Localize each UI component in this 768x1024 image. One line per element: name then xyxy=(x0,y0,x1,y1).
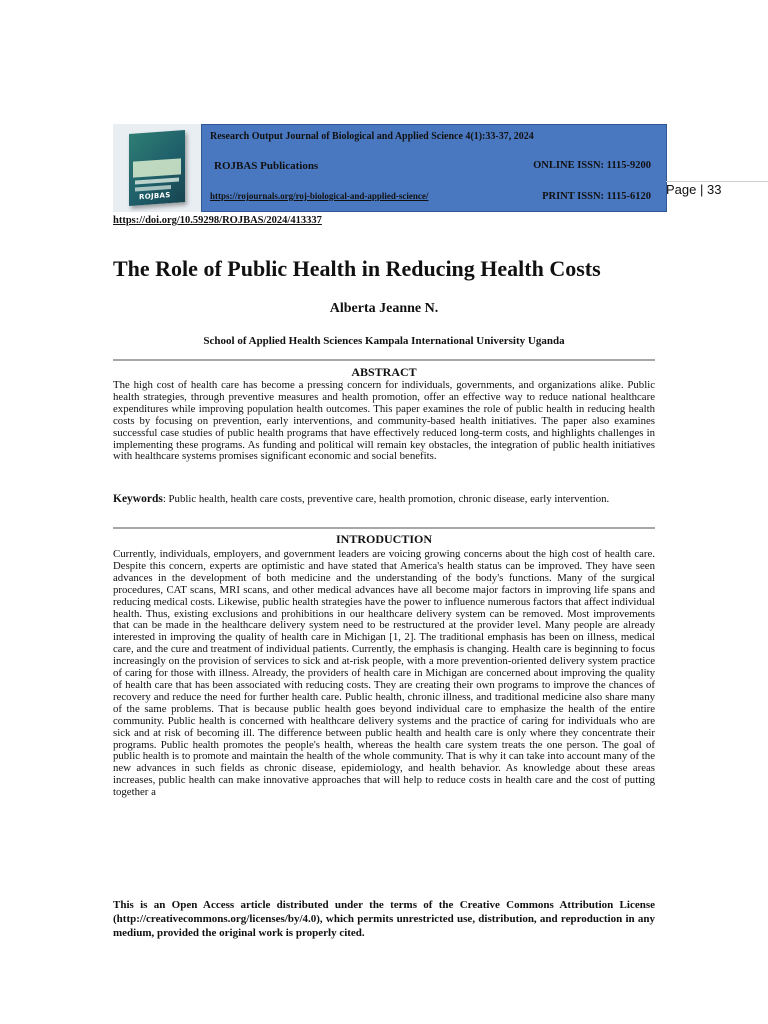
journal-url-link[interactable]: https://rojournals.org/roj-biological-and-applied-science/ xyxy=(210,191,429,201)
journal-citation: Research Output Journal of Biological and Applied Science 4(1):33-37, 2024 xyxy=(210,131,534,142)
page-number: Page | 33 xyxy=(666,181,768,197)
journal-info-box xyxy=(201,124,667,212)
divider xyxy=(113,527,655,529)
divider xyxy=(113,359,655,361)
license-notice: This is an Open Access article distributed under the terms of the Creative Commons Attribution License (http://creativecommons.org/licenses/by/4.0), which permits unrestricted use, distribution, and reproduction in any medium, provided the original work is properly cited. xyxy=(113,899,655,940)
cover-logo-text: ROJBAS xyxy=(139,191,171,202)
keywords-label: Keywords xyxy=(113,493,163,505)
author-affiliation: School of Applied Health Sciences Kampala International University Uganda xyxy=(203,335,565,347)
introduction-heading: INTRODUCTION xyxy=(335,532,432,546)
abstract-text: The high cost of health care has become a pressing concern for individuals, governments, and organizations alike. Public health strategies, through preventive measures and health promotion, offer an effective way to reduce national healthcare expenditures while improving population health outcomes. This paper examines the role of public health in reducing health costs by focusing on prevention, early interventions, and community-based health initiatives. The paper also examines successful case studies of public health programs that have effectively reduced long-term costs, and highlights challenges in implementing these programs. As funding and political will remain key obstacles, the integration of public health initiatives with healthcare systems promises significant economic and social benefits. xyxy=(113,379,655,463)
introduction-text: Currently, individuals, employers, and government leaders are voicing growing concerns about the high cost of health care. Despite this concern, experts are optimistic and have stated that America's health status can be improved. They have seen advances in the development of both medicine and the understanding of the body's functions. Many of the surgical procedures, CAT scans, MRI scans, and other medical advances have all become major factors in improving life spans and reducing medical costs. Likewise, public health strategies have the power to influence numerous factors that affect individual health. Thus, existing exclusions and prohibitions in our healthcare delivery system can be removed. Most improvements that can be made in the healthcare delivery system need to be restructured at the provider level. Many people are already interested in improving the quality of health care in Michigan [1, 2]. The traditional emphasis has been on illness, medical care, and the cure and treatment of individual patients. Currently, the emphasis is changing. Health care is beginning to focus increasingly on the provision of services to sick and at-risk people, with a more prevention-oriented delivery system practice of caring for those with illness. Already, the providers of health care in Michigan are concerned about improving the quality of health care that has been associated with reducing costs. They are creating their own programs to improve the chances of recovery and reduce the need for further health care. Public health, chronic illness, and traditional medicine also share many of the same problems. That is because public health goes beyond individual care to emphasize the health of the entire community. Public health is concerned with healthcare delivery systems and the practice of caring for individuals who are sick and at risk of becoming ill. The difference between public health and health care is only where they concentrate their programs. Public health promotes the people's health, whereas the health care system treats the one person. The goal of public health is to promote and maintain the health of the whole community. That is why it can take into account many of the new advances in such fields as chronic disease, epidemiology, and health behavior. As knowledge about these areas increases, public health can make innovative approaches that will help to reduce costs in health care and the cost of putting together a xyxy=(113,548,655,799)
journal-cover-image xyxy=(113,124,201,212)
paper-title: The Role of Public Health in Reducing Health Costs xyxy=(113,256,601,281)
doi-link[interactable]: https://doi.org/10.59298/ROJBAS/2024/413337 xyxy=(113,215,322,226)
keywords-list: : Public health, health care costs, preventive care, health promotion, chronic disease, early intervention. xyxy=(162,493,610,505)
book-cover-icon xyxy=(129,130,185,206)
journal-header xyxy=(113,124,667,212)
print-issn: PRINT ISSN: 1115-6120 xyxy=(542,191,651,202)
author-name: Alberta Jeanne N. xyxy=(329,301,439,316)
publisher-name: ROJBAS Publications xyxy=(214,160,319,172)
keywords-line xyxy=(113,494,655,506)
online-issn: ONLINE ISSN: 1115-9200 xyxy=(533,160,651,171)
abstract-heading: ABSTRACT xyxy=(351,365,417,379)
